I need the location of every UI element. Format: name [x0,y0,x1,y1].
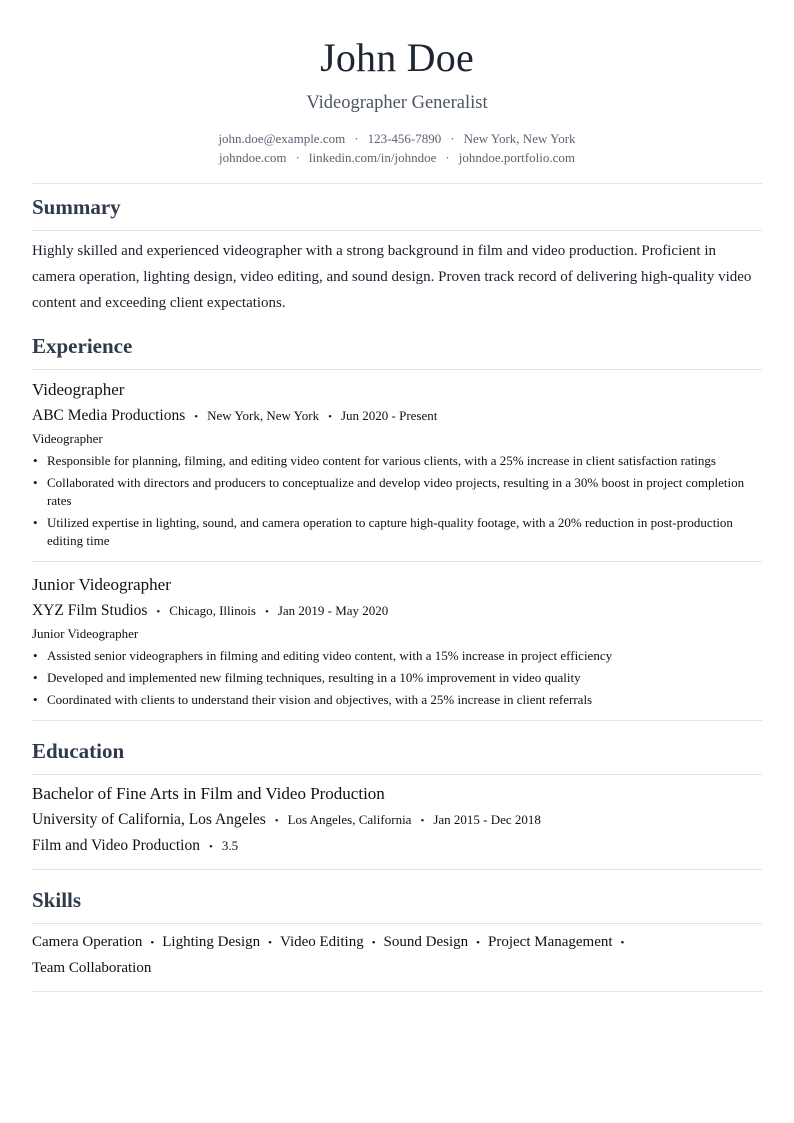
skill-item: Project Management [488,934,613,950]
job-dates: Jun 2020 - Present [340,408,438,423]
bullet-separator: • [371,937,376,949]
divider [32,230,762,231]
bullet-separator: • [274,815,279,827]
education-meta [32,809,762,832]
contact-location: New York, New York [463,131,576,146]
job-role: Videographer [32,431,103,446]
job-highlights [32,452,762,550]
skill-item: Sound Design [383,934,469,950]
bullet-separator: • [150,937,155,949]
contact-linkedin[interactable]: linkedin.com/in/johndoe [308,150,437,165]
bullet-separator: • [328,411,332,423]
contact-website[interactable]: johndoe.com [219,150,287,165]
contact-separator: · [354,131,359,146]
field-of-study: Film and Video Production [32,837,200,854]
bullet-separator: • [420,815,425,827]
bullet-separator: • [209,841,213,853]
contact-info [32,129,762,167]
contact-portfolio[interactable]: johndoe.portfolio.com [458,150,575,165]
school-location: Los Angeles, California [287,812,412,827]
candidate-name: John Doe [320,35,474,80]
section-title-skills: Skills [32,888,82,912]
job-title: Junior Videographer [32,575,171,594]
job-role: Junior Videographer [32,626,139,641]
company-name: ABC Media Productions [32,407,186,424]
school-name: University of California, Los Angeles [32,811,266,828]
job-meta [32,405,762,428]
skill-item: Camera Operation [32,934,143,950]
summary-section [32,184,762,316]
contact-phone: 123-456-7890 [367,131,442,146]
contact-separator: · [450,131,455,146]
section-title-experience: Experience [32,334,133,358]
experience-section [32,316,762,721]
bullet-separator: • [156,606,161,618]
bullet-separator: • [264,606,269,618]
job-location: New York, New York [207,408,320,423]
contact-email[interactable]: john.doe@example.com [218,131,346,146]
job-title: Videographer [32,380,125,399]
education-section [32,721,762,870]
degree-title: Bachelor of Fine Arts in Film and Video Production [32,784,385,803]
section-title-education: Education [32,739,125,763]
job-location: Chicago, Illinois [169,603,256,618]
contact-row-2 [32,148,762,167]
job-highlights [32,647,762,709]
skill-item: Video Editing [280,934,364,950]
list-item: • Utilized expertise in lighting, sound, and camera operation to capture high-quality footage, with a 20% reduction in post-production editing time [32,514,762,550]
bullet-separator: • [194,411,199,423]
bullet-separator: • [620,937,625,949]
skills-section [32,870,762,992]
education-dates: Jan 2015 - Dec 2018 [433,812,541,827]
contact-separator: · [295,150,300,165]
job-dates: Jan 2019 - May 2020 [277,603,389,618]
summary-text: Highly skilled and experienced videographer with a strong background in film and video production. Proficient in camera operation, lighting design, video editing, and sound design. Proven track record of delivering high-quality video content and exceeding client expectations. [32,243,752,311]
skills-list [32,924,692,981]
candidate-headline: Videographer Generalist [306,93,488,113]
bullet-separator: • [476,937,480,949]
list-item: • Developed and implemented new filming techniques, resulting in a 10% improvement in video quality [32,669,762,687]
list-item: • Coordinated with clients to understand their vision and objectives, with a 25% increase in client referrals [32,691,762,709]
skill-item: Team Collaboration [32,960,152,976]
contact-row-1 [32,129,762,148]
section-title-summary: Summary [32,195,121,219]
experience-entry [32,370,762,550]
divider [32,991,762,992]
company-name: XYZ Film Studios [32,602,148,619]
education-field-line [32,835,762,858]
job-meta [32,600,762,623]
resume-header [32,0,762,167]
gpa: 3.5 [221,838,239,853]
education-entry [32,775,762,858]
list-item: • Collaborated with directors and producers to conceptualize and develop video projects, resulting in a 30% boost in project completion rates [32,474,762,510]
list-item: • Assisted senior videographers in filming and editing video content, with a 15% increase in project efficiency [32,647,762,665]
list-item: • Responsible for planning, filming, and editing video content for various clients, with a 25% increase in client satisfaction ratings [32,452,762,470]
bullet-separator: • [268,937,273,949]
contact-separator: · [445,150,450,165]
skill-item: Lighting Design [162,934,261,950]
experience-entry [32,562,762,709]
